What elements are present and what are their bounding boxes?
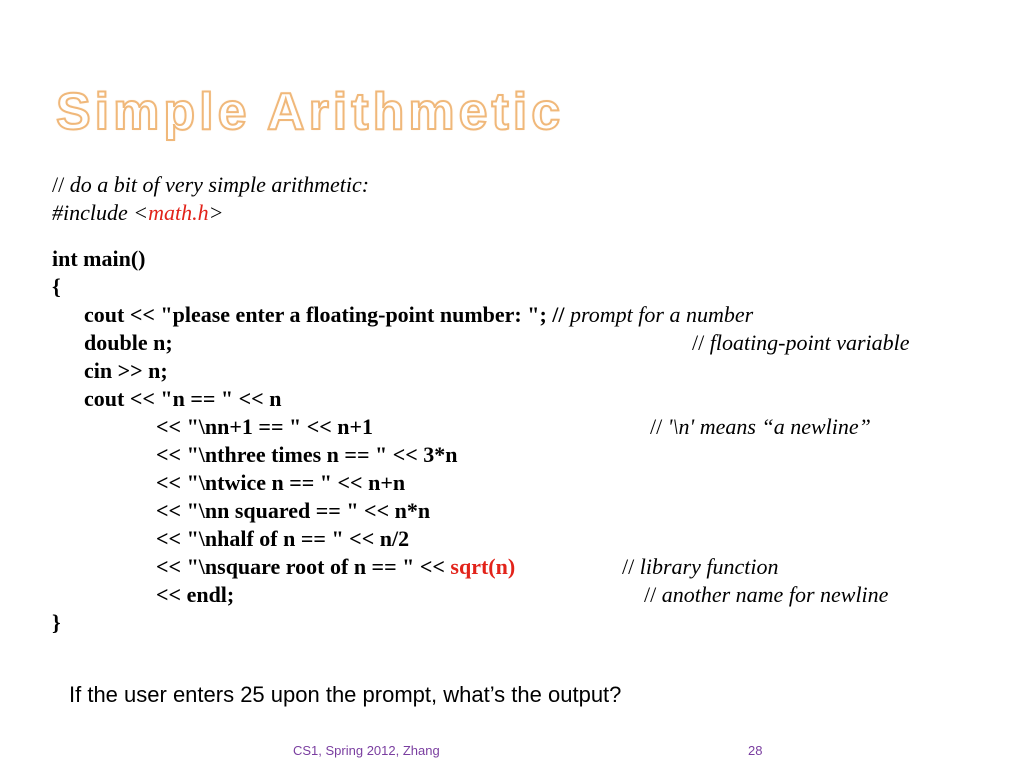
code-line-include (52, 199, 1012, 227)
code-line-6: << "\nthree times n == " << 3*n (156, 442, 458, 467)
comment-marker: // (622, 554, 635, 579)
code-line-11 (52, 581, 1012, 609)
footer-course: CS1, Spring 2012, Zhang (293, 743, 440, 758)
comment-marker: // (644, 582, 657, 607)
code-text: cout << "please enter a floating-point number: "; (84, 302, 553, 327)
code-line-2 (52, 329, 1012, 357)
code-line-9: << "\nhalf of n == " << n/2 (156, 526, 410, 551)
code-line-1 (52, 301, 1012, 329)
include-lib: math.h (148, 200, 209, 225)
code-block (52, 171, 1012, 637)
include-suffix: > (208, 200, 224, 225)
code-text: << "\nsquare root of n == " << (156, 554, 451, 579)
slide-title: Simple Arithmetic (56, 83, 565, 141)
comment-marker: // (552, 302, 565, 327)
code-line-close-brace: } (52, 610, 61, 635)
comment-text: another name for newline (661, 582, 889, 607)
code-line-4: cout << "n == " << n (84, 386, 282, 411)
code-text: << "\nn+1 == " << n+1 (156, 414, 374, 439)
code-line-8: << "\nn squared == " << n*n (156, 498, 431, 523)
code-line-main: int main() (52, 246, 146, 271)
code-line-3: cin >> n; (84, 358, 168, 383)
comment-marker: // (52, 172, 65, 197)
comment-text: do a bit of very simple arithmetic: (69, 172, 370, 197)
comment-text: floating-point variable (709, 330, 910, 355)
comment-text: library function (639, 554, 779, 579)
question-text: If the user enters 25 upon the prompt, what’s the output? (69, 682, 622, 707)
code-text: << endl; (156, 582, 235, 607)
code-line-7: << "\ntwice n == " << n+n (156, 470, 406, 495)
code-line-10 (52, 553, 1012, 581)
comment-marker: // (692, 330, 705, 355)
include-prefix: #include < (52, 200, 149, 225)
code-text: double n; (84, 330, 173, 355)
code-func: sqrt(n) (450, 554, 516, 579)
code-line-5 (52, 413, 1012, 441)
code-line-open-brace: { (52, 274, 61, 299)
comment-text: '\n' means “a newline” (667, 414, 871, 439)
comment-text: prompt for a number (570, 302, 754, 327)
footer-page-number: 28 (748, 743, 763, 758)
code-line-comment (52, 171, 1012, 199)
comment-marker: // (650, 414, 663, 439)
